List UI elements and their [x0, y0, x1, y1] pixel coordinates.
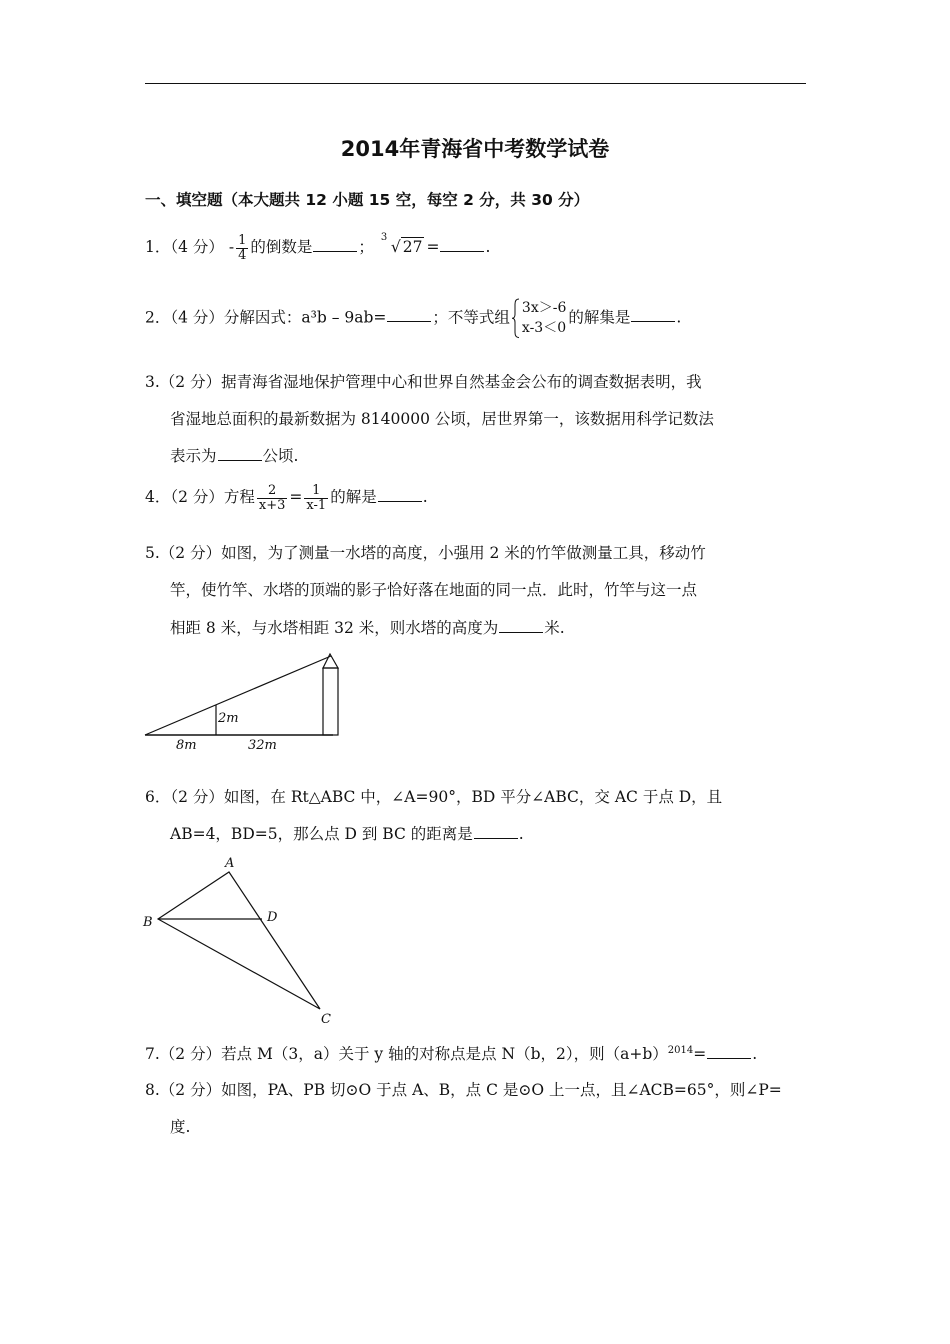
q4-equals: = — [289, 488, 303, 507]
point-a-label: A — [225, 856, 235, 871]
q3-line-3 — [170, 444, 298, 466]
q4-fraction-2 — [304, 484, 328, 512]
q6-line-2 — [170, 822, 524, 844]
q1-text-4: . — [485, 238, 491, 257]
q5-blank[interactable] — [499, 631, 543, 633]
q4-f2-den: x-1 — [306, 497, 327, 513]
q2-inequality-system — [512, 298, 566, 339]
brace-icon — [512, 298, 520, 339]
q2-text-3: 的解集是 — [568, 308, 631, 327]
q5-line-2: 竿，使竹竿、水塔的顶端的影子恰好落在地面的同一点．此时，竹竿与这一点 — [170, 581, 698, 599]
q6-line-1: 6．（2 分）如图，在 Rt△ABC 中，∠A=90°，BD 平分∠ABC，交 AC 于点 D，且 — [145, 788, 723, 806]
question-4 — [145, 484, 428, 512]
point-d-label: D — [267, 910, 278, 925]
q3-blank[interactable] — [218, 459, 262, 461]
triangle-figure — [138, 852, 338, 1028]
water-tower — [323, 668, 338, 735]
q5-text-a: 相距 8 米，与水塔相距 32 米，则水塔的高度为 — [170, 619, 499, 637]
q2-text-1: 分解因式：a³b – 9ab= — [223, 308, 387, 327]
q2-system-line-1: 3x＞-6 — [521, 300, 567, 316]
base-label-1: 8m — [176, 738, 197, 753]
q2-blank-1[interactable] — [387, 320, 431, 322]
q8-line-1: 8.（2 分）如图，PA、PB 切⊙O 于点 A、B，点 C 是⊙O 上一点，且∠ACB=65°，则∠P= — [145, 1081, 782, 1099]
q4-blank[interactable] — [378, 500, 422, 502]
triangle-abc — [158, 872, 320, 1009]
q4-f1-num: 2 — [257, 484, 288, 499]
q4-number: 4．（2 分）方程 — [145, 488, 255, 507]
water-tower-figure — [140, 648, 350, 756]
header-rule — [145, 83, 806, 84]
question-7 — [145, 1042, 757, 1064]
q6-text-b: . — [518, 825, 524, 843]
q1-text-2: ； — [358, 238, 374, 257]
q3-line-2: 省湿地总面积的最新数据为 8140000 公顷，居世界第一，该数据用科学记数法 — [170, 410, 714, 428]
q4-f2-num: 1 — [304, 484, 328, 499]
q1-radicand: 27 — [402, 238, 423, 257]
q2-number: 2．（4 分） — [145, 308, 224, 327]
q1-blank-2[interactable] — [440, 250, 484, 252]
q2-system-line-2: x-3＜0 — [521, 320, 567, 337]
q1-frac-den: 4 — [238, 247, 247, 263]
point-b-label: B — [143, 915, 153, 930]
q3-line-1: 3.（2 分）据青海省湿地保护管理中心和世界自然基金会公布的调查数据表明，我 — [145, 373, 702, 391]
q1-fraction — [236, 234, 248, 262]
q1-text-3: = — [426, 238, 440, 257]
q1-sign: - — [228, 238, 235, 257]
q6-text-a: AB=4，BD=5，那么点 D 到 BC 的距离是 — [170, 825, 473, 843]
q1-blank-1[interactable] — [313, 250, 357, 252]
page-title: 2014年青海省中考数学试卷 — [340, 137, 610, 161]
pole-height-label: 2m — [218, 711, 239, 726]
q5-line-1: 5.（2 分）如图，为了测量一水塔的高度，小强用 2 米的竹竿做测量工具，移动竹 — [145, 544, 706, 562]
q1-text-1: 的倒数是 — [250, 238, 313, 257]
q7-blank[interactable] — [707, 1057, 751, 1059]
q6-blank[interactable] — [474, 837, 518, 839]
q4-text-2: . — [422, 488, 428, 507]
q7-text-1: 7.（2 分）若点 M（3，a）关于 y 轴的对称点是点 N（b，2），则（a+b） — [145, 1045, 668, 1063]
q1-number: 1．（4 分） — [145, 238, 224, 257]
q1-root-index: 3 — [380, 232, 388, 244]
q2-blank-2[interactable] — [631, 320, 675, 322]
q5-text-b: 米. — [544, 619, 565, 637]
question-2 — [145, 298, 681, 339]
q3-text-b: 公顷. — [262, 447, 299, 465]
q4-f1-den: x+3 — [258, 497, 286, 513]
q2-text-2: ；不等式组 — [432, 308, 510, 327]
question-1 — [145, 234, 490, 262]
q7-exponent: 2014 — [667, 1044, 694, 1056]
q1-cube-root: 3 √ 27 — [380, 232, 423, 257]
section-heading: 一、填空题（本大题共 12 小题 15 空，每空 2 分，共 30 分） — [145, 191, 590, 209]
q2-text-4: . — [676, 308, 682, 327]
q1-frac-num: 1 — [238, 233, 247, 248]
q8-line-2: 度. — [170, 1118, 191, 1136]
q4-fraction-1 — [257, 484, 288, 512]
q7-text-3: . — [752, 1045, 758, 1063]
base-label-2: 32m — [248, 738, 277, 753]
q5-line-3 — [170, 616, 565, 638]
q7-text-2: = — [693, 1045, 707, 1063]
q4-text-1: 的解是 — [330, 488, 377, 507]
q3-text-a: 表示为 — [170, 447, 217, 465]
point-c-label: C — [321, 1012, 331, 1027]
